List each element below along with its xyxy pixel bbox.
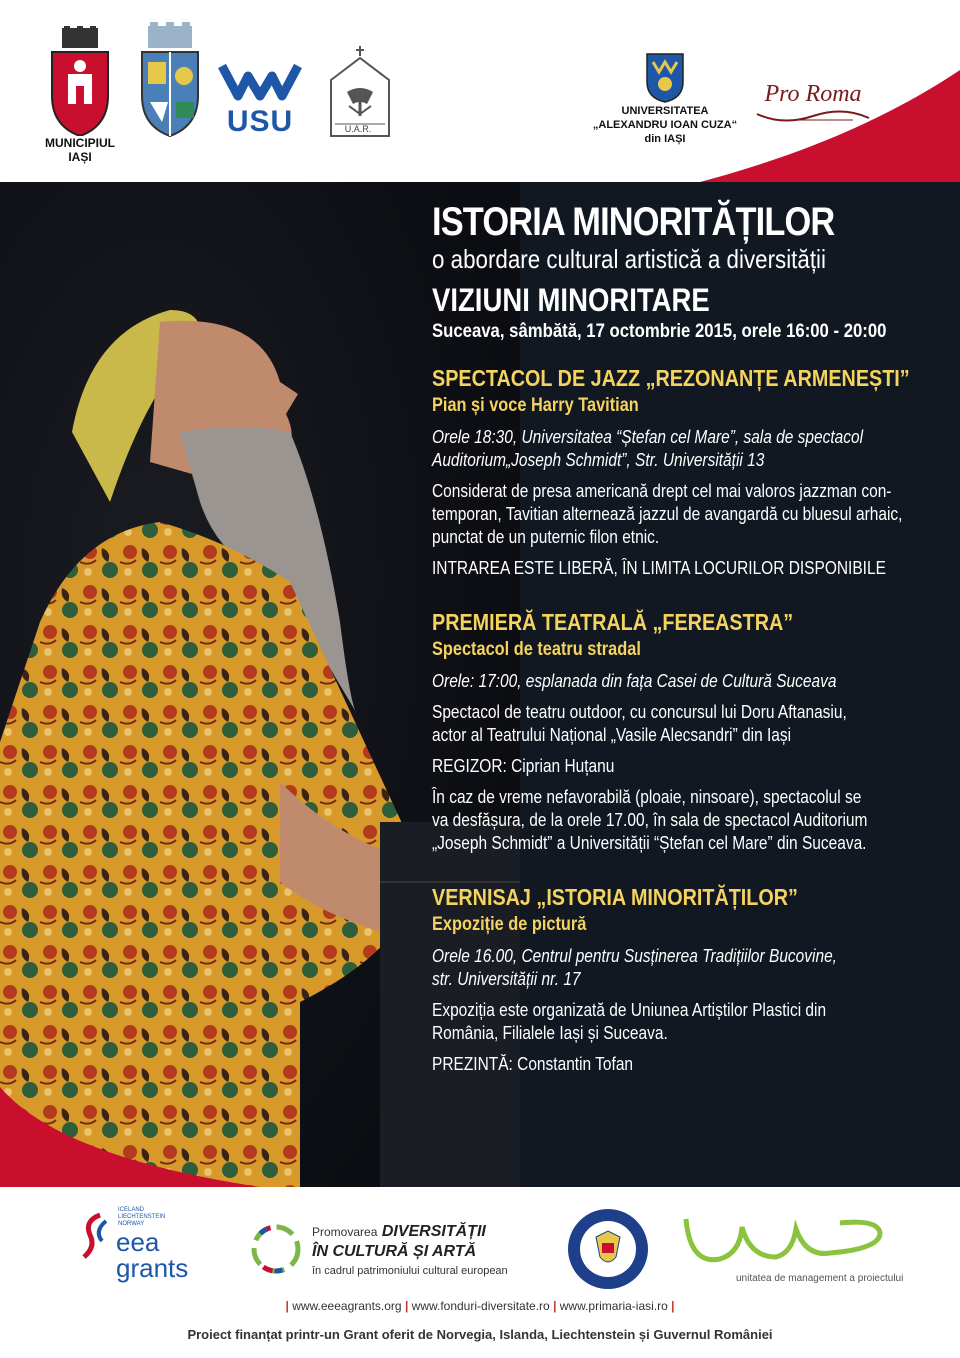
ump-swirl-icon xyxy=(680,1213,890,1273)
eea-grants-logo xyxy=(80,1203,210,1283)
uaic-label-3: din IAȘI xyxy=(644,133,686,145)
footer-links: | www.eeeagrants.org | www.fonduri-diversitate.ro | www.primaria-iasi.ro | xyxy=(285,1299,675,1313)
section-body-line: Expoziția este organizată de Uniunea Artiștilor Plastici din xyxy=(432,1000,827,1020)
event-text xyxy=(432,200,952,1076)
uar-logo-label: U.A.R. xyxy=(344,124,372,134)
eea-country-1: ICELAND xyxy=(118,1207,145,1213)
section-body-line: punctat de un puternic filon etnic. xyxy=(432,527,660,547)
section-extra-line: În caz de vreme nefavorabilă (ploaie, ninsoare), spectacolul se xyxy=(432,787,862,807)
footer xyxy=(0,1187,960,1358)
ministry-seal-icon xyxy=(566,1207,650,1291)
section-note: INTRAREA ESTE LIBERĂ, ÎN LIMITA LOCURILOR DISPONIBILE xyxy=(432,558,886,578)
section-location-line: Auditorium„Joseph Schmidt”, Str. Universității 13 xyxy=(432,450,765,470)
header-logos xyxy=(0,0,960,182)
ministry-culture-seal xyxy=(566,1207,650,1291)
footer-link-diversitate[interactable]: www.fonduri-diversitate.ro xyxy=(411,1299,550,1313)
main-panel xyxy=(0,182,960,1187)
diversity-subtitle: ÎN CULTURĂ ȘI ARTĂ xyxy=(312,1243,477,1260)
section-location-line: Orele: 17:00, esplanada din fața Casei de Cultură Suceava xyxy=(432,671,837,691)
diversity-caption: în cadrul patrimoniului cultural european xyxy=(312,1265,508,1277)
section-body-line: temporan, Tavitian alternează jazzul de avangardă cu bluesul arhaic, xyxy=(432,504,903,524)
usv-logo-label: USU xyxy=(226,105,294,138)
section-location-line: Orele 16.00, Centrul pentru Susținerea Tradițiilor Bucovine, xyxy=(432,946,837,966)
section-theatre xyxy=(432,608,952,855)
suceava-coat-of-arms-icon xyxy=(138,22,202,138)
footer-link-primaria[interactable]: www.primaria-iasi.ro xyxy=(559,1299,668,1313)
iasi-coat-of-arms-icon xyxy=(48,26,112,136)
section-note: PREZINTĂ: Constantin Tofan xyxy=(432,1054,634,1074)
usv-wave-icon xyxy=(218,62,302,102)
uaic-label-1: UNIVERSITATEA xyxy=(621,105,709,117)
section-title: PREMIERĂ TEATRALĂ „FEREASTRA” xyxy=(432,609,794,635)
diversity-circle-icon xyxy=(248,1221,304,1277)
eea-country-3: NORWAY xyxy=(118,1221,145,1227)
suceava-logo xyxy=(135,22,205,142)
section-subtitle: Spectacol de teatru stradal xyxy=(432,639,641,660)
proroma-logo xyxy=(748,80,878,130)
section-body-line: România, Filialele Iași și Suceava. xyxy=(432,1023,668,1043)
section-title: VERNISAJ „ISTORIA MINORITĂȚILOR” xyxy=(432,884,798,910)
diversity-promo: Promovarea xyxy=(312,1225,378,1239)
section-subtitle: Pian și voce Harry Tavitian xyxy=(432,395,639,416)
iasi-logo xyxy=(40,26,120,176)
section-extra-line: va desfășura, de la orele 17.00, în sala de spectacol Auditorium xyxy=(432,810,868,830)
uar-logo xyxy=(325,44,395,144)
eea-grants-icon xyxy=(80,1211,110,1261)
grants-word: grants xyxy=(116,1253,189,1283)
iasi-logo-label-1: MUNICIPIUL xyxy=(45,136,115,150)
section-extra-line: „Joseph Schmidt” a Universității “Ștefan cel Mare” din Suceava. xyxy=(432,833,867,853)
eea-word: eea xyxy=(116,1227,160,1257)
eea-country-2: LIECHTENSTEIN xyxy=(118,1214,166,1220)
section-body-line: Spectacol de teatru outdoor, cu concursul lui Doru Aftanasiu, xyxy=(432,702,847,722)
usv-logo xyxy=(218,62,302,142)
section-note: REGIZOR: Ciprian Huțanu xyxy=(432,756,615,776)
event-name: VIZIUNI MINORITARE xyxy=(432,282,710,318)
proroma-label: Pro Roma xyxy=(764,81,862,107)
bottom-red-swoosh-decoration xyxy=(0,1067,960,1187)
section-location-line: str. Universității nr. 17 xyxy=(432,969,581,989)
ump-caption: unitatea de management a proiectului xyxy=(736,1273,904,1284)
section-subtitle: Expoziție de pictură xyxy=(432,914,587,935)
section-jazz xyxy=(432,364,952,580)
uaic-label-2: „ALEXANDRU IOAN CUZA“ xyxy=(592,119,738,131)
diversity-logo xyxy=(248,1217,548,1287)
section-body-line: actor al Teatrului Național „Vasile Alecsandri” din Iași xyxy=(432,725,792,745)
funding-statement: Proiect finanțat printr-un Grant oferit de Norvegia, Islanda, Liechtenstein și Guvernul României xyxy=(187,1327,773,1342)
diversity-text xyxy=(312,1223,486,1241)
footer-link-eea[interactable]: www.eeeagrants.org xyxy=(292,1299,402,1313)
proroma-flourish-icon xyxy=(753,108,873,126)
poster-title: ISTORIA MINORITĂȚILOR xyxy=(432,200,835,244)
diversity-title: DIVERSITĂȚII xyxy=(381,1223,486,1240)
ump-logo xyxy=(680,1213,904,1293)
section-title: SPECTACOL DE JAZZ „REZONANȚE ARMENEȘTI” xyxy=(432,365,910,391)
poster-subtitle: o abordare cultural artistică a diversității xyxy=(432,244,826,274)
section-body-line: Considerat de presa americană drept cel mai valoros jazzman con- xyxy=(432,481,892,501)
section-vernisaj xyxy=(432,883,952,1076)
iasi-logo-label-2: IAȘI xyxy=(68,150,92,164)
uaic-crest-icon xyxy=(645,52,685,104)
section-location-line: Orele 18:30, Universitatea “Ștefan cel Mare”, sala de spectacol xyxy=(432,427,864,447)
event-date: Suceava, sâmbătă, 17 octombrie 2015, orele 16:00 - 20:00 xyxy=(432,321,887,342)
uaic-logo xyxy=(590,52,740,162)
